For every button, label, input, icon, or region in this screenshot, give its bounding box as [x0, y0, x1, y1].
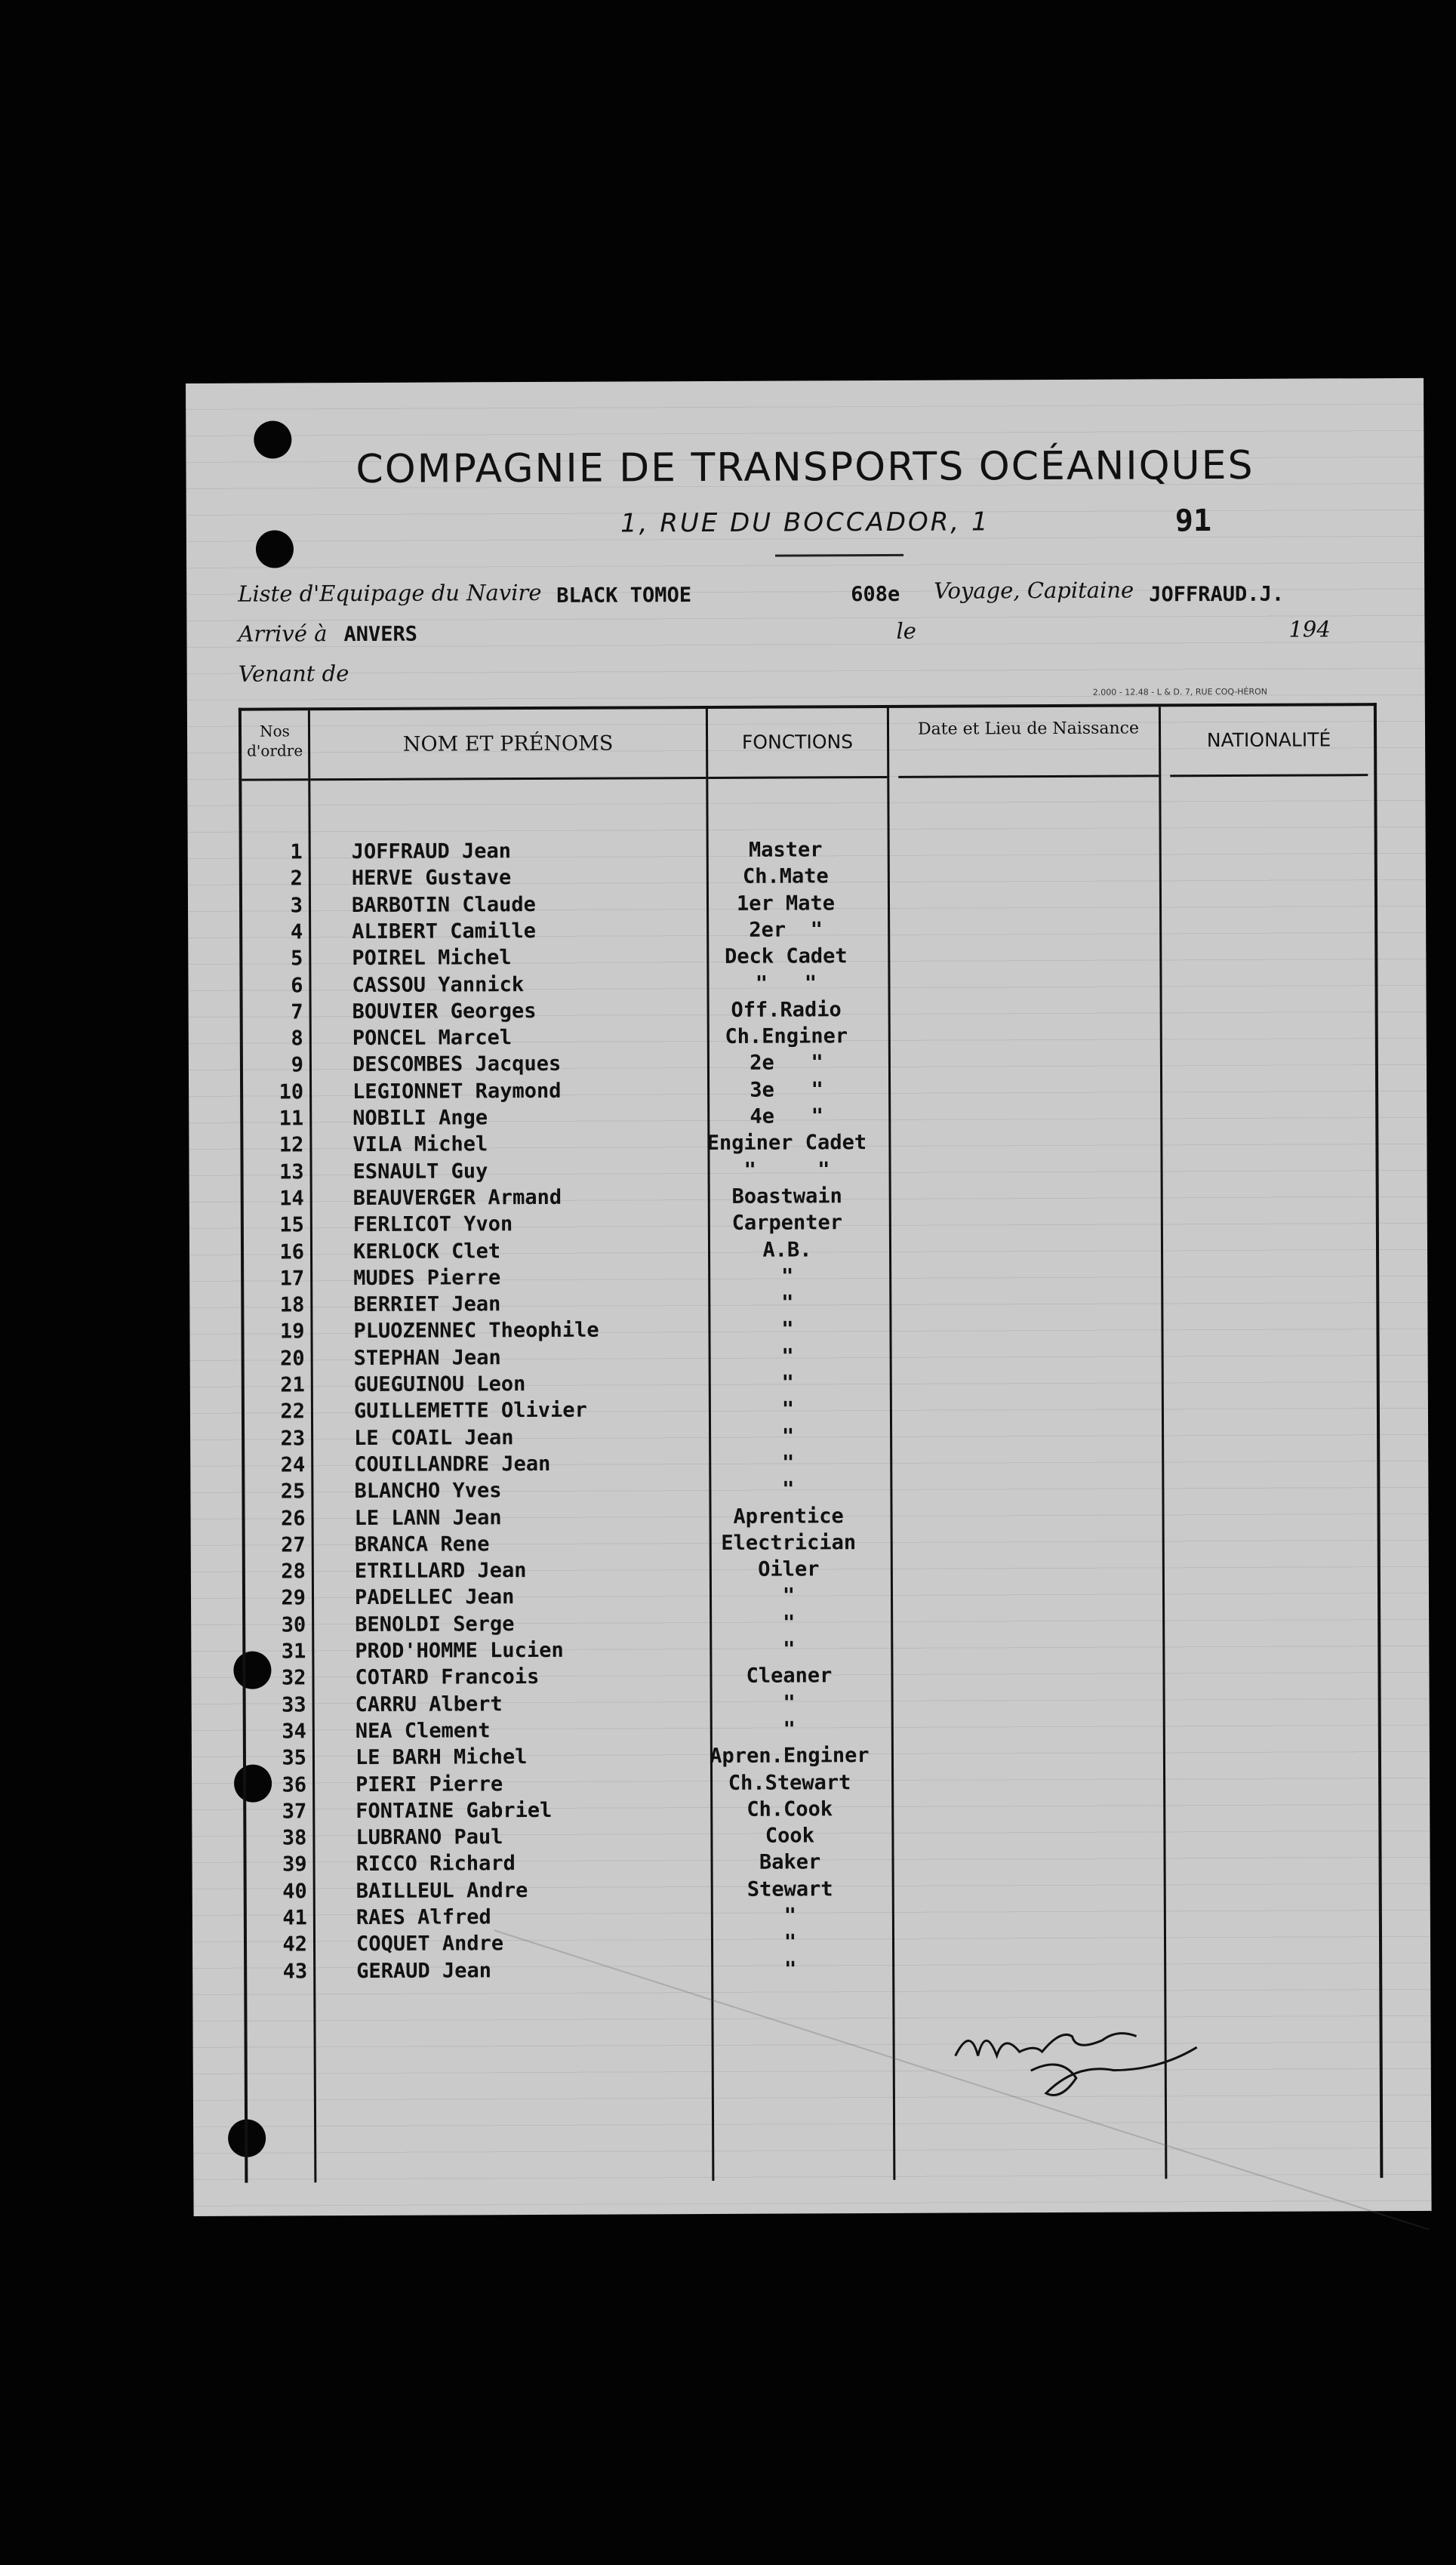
header-rule: [242, 778, 308, 781]
crew-order-number: 10: [279, 1080, 304, 1104]
company-name: COMPAGNIE DE TRANSPORTS OCÉANIQUES: [356, 442, 1254, 493]
crew-order-number: 21: [280, 1373, 305, 1397]
crew-name: LEGIONNET Raymond: [352, 1079, 562, 1104]
crew-function: ": [783, 1930, 797, 1954]
crew-order-number: 6: [291, 973, 303, 997]
crew-name: BENOLDI Serge: [355, 1612, 515, 1637]
crew-function: Aprentice: [733, 1504, 844, 1529]
crew-name: FERLICOT Yvon: [352, 1212, 513, 1237]
crew-name: GERAUD Jean: [356, 1958, 492, 1983]
crew-name: BRANCA Rene: [354, 1532, 490, 1557]
crew-row: [246, 1715, 1371, 1746]
crew-name: NOBILI Ange: [352, 1106, 488, 1131]
crew-row: [244, 1289, 1368, 1319]
crew-list-label: Liste d'Equipage du Navire: [238, 579, 542, 607]
crew-row: [247, 1928, 1371, 1959]
crew-name: PADELLEC Jean: [354, 1585, 515, 1610]
crew-function: ": [781, 1344, 794, 1369]
crew-order-number: 34: [282, 1720, 306, 1744]
crew-row: [244, 1236, 1368, 1267]
crew-name: RICCO Richard: [356, 1852, 516, 1877]
crew-function: Master: [748, 838, 823, 862]
crew-row: [244, 1182, 1368, 1213]
crew-order-number: 14: [279, 1187, 304, 1211]
crew-name: MUDES Pierre: [353, 1265, 501, 1290]
crew-function: " ": [743, 1157, 830, 1182]
crew-name: ESNAULT Guy: [352, 1159, 488, 1184]
crew-order-number: 37: [282, 1800, 307, 1824]
crew-function: ": [782, 1451, 795, 1475]
crew-function: Carpenter: [731, 1211, 843, 1236]
crew-function: ": [782, 1584, 796, 1608]
header-rule: [310, 777, 706, 781]
col-name-header: NOM ET PRÉNOMS: [402, 731, 614, 756]
col-order-header: Nos d'ordre: [247, 722, 303, 760]
crew-order-number: 8: [291, 1027, 303, 1051]
crew-order-number: 18: [279, 1293, 305, 1317]
ship-name: BLACK TOMOE: [556, 584, 692, 608]
crew-order-number: 35: [282, 1746, 307, 1770]
crew-function: 2e ": [750, 1051, 823, 1076]
crew-order-number: 29: [281, 1586, 306, 1610]
crew-order-number: 36: [282, 1772, 307, 1797]
crew-row: [242, 889, 1367, 920]
crew-order-number: 25: [280, 1480, 306, 1504]
crew-name: PROD'HOMME Lucien: [355, 1638, 564, 1664]
crew-name: LUBRANO Paul: [356, 1825, 503, 1850]
crew-order-number: 9: [291, 1053, 304, 1077]
crew-row: [243, 1049, 1368, 1080]
crew-name: PONCEL Marcel: [352, 1026, 513, 1051]
crew-function: ": [781, 1317, 794, 1341]
crew-table: [239, 703, 1384, 2183]
crew-order-number: 1: [290, 840, 303, 864]
crew-name: PLUOZENNEC Theophile: [353, 1319, 599, 1344]
crew-order-number: 23: [280, 1426, 306, 1451]
crew-order-number: 2: [290, 867, 303, 891]
crew-name: JOFFRAUD Jean: [351, 839, 512, 864]
crew-order-number: 15: [279, 1213, 304, 1237]
crew-list-sheet: [186, 378, 1432, 2216]
crew-order-number: 39: [282, 1852, 307, 1877]
crew-function: Ch.Cook: [746, 1797, 833, 1821]
crew-order-number: 3: [290, 893, 303, 917]
crew-function: Stewart: [746, 1877, 833, 1901]
crew-name: PIERI Pierre: [356, 1772, 503, 1797]
crew-name: KERLOCK Clet: [352, 1239, 501, 1264]
crew-function: Oiler: [758, 1557, 820, 1581]
crew-row: [245, 1609, 1370, 1640]
crew-name: ETRILLARD Jean: [354, 1559, 527, 1584]
crew-function: ": [783, 1691, 796, 1715]
from-label: Venant de: [238, 660, 349, 687]
crew-order-number: 41: [282, 1906, 307, 1930]
crew-function: ": [781, 1291, 794, 1315]
crew-name: COUILLANDRE Jean: [354, 1452, 551, 1476]
crew-row: [242, 862, 1367, 893]
crew-name: STEPHAN Jean: [353, 1345, 501, 1370]
crew-order-number: 31: [281, 1640, 306, 1664]
crew-function: Enginer Cadet: [706, 1131, 867, 1156]
crew-name: HERVE Gustave: [351, 866, 512, 891]
crew-function: Deck Cadet: [724, 944, 848, 969]
crew-order-number: 32: [281, 1666, 306, 1690]
crew-row: [246, 1769, 1371, 1800]
printer-mark: 2.000 - 12.48 - L & D. 7, RUE COQ-HÉRON: [1092, 686, 1268, 697]
crew-order-number: 13: [279, 1159, 304, 1184]
crew-name: ALIBERT Camille: [352, 919, 537, 944]
crew-row: [246, 1821, 1371, 1852]
crew-function: Baker: [759, 1850, 821, 1875]
crew-row: [243, 1076, 1368, 1107]
crew-name: GUEGUINOU Leon: [353, 1372, 526, 1397]
crew-row: [245, 1395, 1369, 1426]
crew-name: NEA Clement: [355, 1719, 491, 1743]
crew-row: [246, 1795, 1371, 1826]
crew-row: [247, 1901, 1371, 1932]
crew-name: RAES Alfred: [356, 1905, 491, 1930]
crew-name: BLANCHO Yves: [354, 1479, 502, 1504]
crew-name: CASSOU Yannick: [352, 972, 525, 997]
crew-order-number: 38: [282, 1826, 307, 1850]
crew-order-number: 12: [279, 1133, 304, 1157]
crew-name: BERRIET Jean: [353, 1292, 501, 1317]
crew-row: [243, 996, 1368, 1027]
crew-function: ": [781, 1424, 795, 1449]
crew-function: ": [783, 1717, 796, 1741]
crew-name: COQUET Andre: [356, 1932, 504, 1957]
crew-row: [242, 942, 1367, 973]
crew-order-number: 43: [282, 1959, 308, 1984]
crew-order-number: 17: [279, 1267, 305, 1291]
crew-function: ": [783, 1957, 797, 1981]
crew-order-number: 42: [282, 1932, 308, 1957]
crew-row: [245, 1661, 1370, 1692]
crew-function: ": [781, 1371, 794, 1395]
crew-name: BAILLEUL Andre: [356, 1878, 528, 1903]
crew-function: Cook: [765, 1824, 814, 1848]
crew-row: [245, 1475, 1369, 1506]
crew-order-number: 5: [290, 947, 303, 971]
crew-function: " ": [755, 971, 817, 996]
crew-name: LE BARH Michel: [355, 1745, 528, 1770]
crew-row: [245, 1555, 1370, 1586]
header-rule: [898, 774, 1159, 778]
crew-name: LE COAIL Jean: [354, 1425, 514, 1450]
crew-row: [246, 1849, 1371, 1880]
company-address: 1, RUE DU BOCCADOR, 1: [620, 507, 990, 539]
crew-order-number: 4: [290, 920, 303, 944]
crew-row: [245, 1342, 1369, 1373]
crew-function: ": [782, 1611, 796, 1635]
crew-order-number: 22: [280, 1400, 306, 1424]
captain-name: JOFFRAUD.J.: [1149, 582, 1285, 607]
header-rule: [1170, 774, 1368, 777]
crew-row: [245, 1369, 1369, 1400]
year-label: 194: [1288, 616, 1331, 642]
crew-function: Ch.Mate: [742, 864, 829, 889]
crew-name: COTARD Francois: [355, 1665, 540, 1690]
crew-row: [247, 1875, 1371, 1906]
crew-name: CARRU Albert: [355, 1692, 503, 1717]
crew-row: [243, 1129, 1368, 1159]
col-nationality-header: NATIONALITÉ: [1206, 728, 1331, 752]
crew-function: Apren.Enginer: [710, 1744, 870, 1769]
crew-name: VILA Michel: [352, 1132, 488, 1157]
crew-name: BEAUVERGER Armand: [352, 1185, 562, 1210]
crew-name: BARBOTIN Claude: [351, 892, 536, 917]
crew-function: Cleaner: [746, 1664, 833, 1689]
crew-function: ": [782, 1477, 795, 1501]
crew-row: [244, 1316, 1368, 1347]
header-rule: [708, 776, 887, 779]
crew-row: [245, 1422, 1369, 1453]
crew-order-number: 11: [279, 1107, 304, 1131]
voyage-number: 608e: [851, 582, 900, 607]
crew-function: Ch.Enginer: [725, 1024, 848, 1048]
voyage-label: Voyage, Capitaine: [934, 577, 1134, 604]
crew-name: GUILLEMETTE Olivier: [353, 1398, 587, 1424]
crew-row: [245, 1502, 1369, 1533]
crew-name: LE LANN Jean: [354, 1505, 502, 1530]
crew-function: Boastwain: [731, 1184, 842, 1209]
crew-row: [245, 1449, 1369, 1480]
crew-order-number: 33: [282, 1692, 306, 1717]
crew-row: [246, 1689, 1371, 1720]
crew-function: A.B.: [762, 1237, 812, 1262]
crew-order-number: 40: [282, 1880, 307, 1904]
crew-row: [244, 1209, 1368, 1239]
crew-name: BOUVIER Georges: [352, 999, 537, 1024]
col-function-header: FONCTIONS: [741, 731, 854, 753]
crew-function: 4e ": [750, 1104, 824, 1129]
crew-row: [247, 1955, 1371, 1986]
crew-row: [243, 1022, 1368, 1053]
arrived-port: ANVERS: [343, 622, 418, 647]
crew-order-number: 20: [280, 1347, 305, 1371]
master-signature: [947, 2002, 1250, 2109]
crew-function: Off.Radio: [731, 998, 842, 1022]
crew-function: Ch.Stewart: [728, 1770, 851, 1795]
crew-function: 3e ": [750, 1078, 823, 1102]
crew-row: [245, 1529, 1370, 1560]
crew-order-number: 30: [281, 1613, 306, 1637]
col-birth-header: Date et Lieu de Naissance: [917, 719, 1140, 739]
crew-order-number: 16: [279, 1239, 305, 1264]
crew-function: ": [781, 1397, 795, 1421]
crew-row: [243, 1156, 1368, 1187]
crew-function: ": [783, 1904, 797, 1928]
crew-order-number: 26: [280, 1506, 306, 1530]
crew-order-number: 28: [281, 1560, 306, 1584]
page-number: 91: [1174, 503, 1212, 539]
crew-row: [244, 1262, 1368, 1293]
address-rule: [775, 554, 903, 557]
crew-row: [242, 836, 1367, 867]
crew-function: ": [783, 1637, 796, 1661]
crew-row: [245, 1582, 1370, 1613]
crew-function: ": [780, 1264, 794, 1289]
crew-name: POIREL Michel: [352, 946, 512, 971]
crew-order-number: 27: [281, 1533, 306, 1557]
crew-function: 2er ": [749, 918, 823, 942]
crew-row: [242, 916, 1367, 947]
crew-row: [243, 1102, 1368, 1133]
crew-row: [246, 1741, 1371, 1772]
crew-function: 1er Mate: [736, 891, 836, 916]
crew-row: [245, 1635, 1370, 1666]
crew-order-number: 19: [279, 1319, 305, 1344]
crew-function: Electrician: [721, 1530, 857, 1555]
arrived-label: Arrivé à: [238, 620, 328, 647]
crew-row: [242, 969, 1367, 1000]
date-label: le: [896, 617, 916, 644]
crew-order-number: 7: [291, 1000, 303, 1024]
crew-name: DESCOMBES Jacques: [352, 1052, 562, 1077]
crew-order-number: 24: [280, 1453, 306, 1477]
crew-name: FONTAINE Gabriel: [356, 1798, 553, 1823]
